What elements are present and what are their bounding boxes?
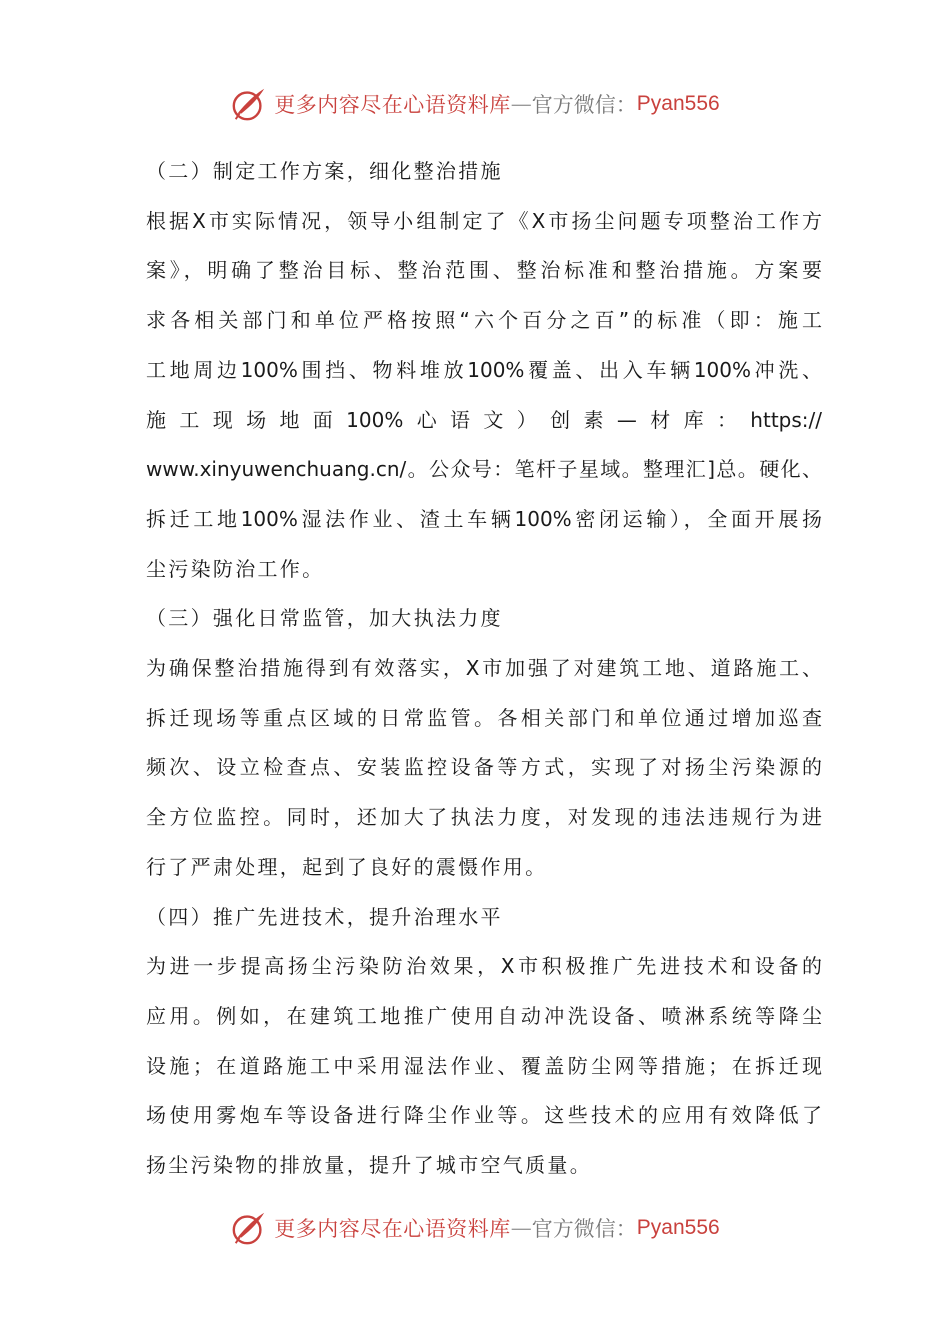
banner-wechat-label: 官方微信： [531,1217,637,1241]
paragraph-line: 应用。例如，在建筑工地推广使用自动冲洗设备、喷淋系统等降尘 [146,1003,822,1028]
paragraph-line: 施工现场地面100%心语文）创素—材库：https:// [146,407,822,432]
section-heading: （四）推广先进技术，提升治理水平 [146,904,503,929]
paragraph-line: 扬尘污染物的排放量，提升了城市空气质量。 [146,1153,592,1177]
banner-separator: — [510,1216,532,1240]
footer-watermark-banner [0,1208,950,1248]
header-watermark-banner [0,84,950,124]
banner-text: 更多内容尽在心语资料库 [274,93,511,117]
paragraph-line: 案》，明确了整治目标、整治范围、整治标准和整治措施。方案要 [146,258,822,283]
banner-wechat-id: Pyan556 [636,1216,720,1239]
paragraph-line: 为确保整治措施得到有效落实，X市加强了对建筑工地、道路施工、 [146,656,822,680]
paragraph-line: 拆迁工地100%湿法作业、渣土车辆100%密闭运输），全面开展扬 [146,506,822,531]
paragraph-line: 场使用雾炮车等设备进行降尘作业等。这些技术的应用有效降低了 [146,1103,822,1128]
banner-wechat-id: Pyan556 [636,92,720,115]
paragraph-line: 根据X市实际情况，领导小组制定了《X市扬尘问题专项整治工作方 [146,208,822,233]
paragraph-line: www.xinyuwenchuang.cn/。公众号：笔杆子星域。整理汇]总。硬化、 [146,457,822,482]
paragraph-line: 尘污染防治工作。 [146,556,325,581]
paragraph-line: 工地周边100%围挡、物料堆放100%覆盖、出入车辆100%冲洗、 [146,357,822,382]
banner-separator: — [510,92,532,116]
paragraph-line: 拆迁现场等重点区域的日常监管。各相关部门和单位通过增加巡查 [146,705,822,730]
quill-logo-icon [230,85,268,123]
paragraph-line: 求各相关部门和单位严格按照“六个百分之百”的标准（即：施工 [146,308,822,333]
paragraph-line: 设施；在道路施工中采用湿法作业、覆盖防尘网等措施；在拆迁现 [146,1053,822,1078]
paragraph-line: 为进一步提高扬尘污染防治效果，X市积极推广先进技术和设备的 [146,954,822,979]
banner-text: 更多内容尽在心语资料库 [274,1217,511,1241]
section-heading: （二）制定工作方案，细化整治措施 [146,159,503,183]
paragraph-line: 全方位监控。同时，还加大了执法力度，对发现的违法违规行为进 [146,805,822,830]
paragraph-line: 频次、设立检查点、安装监控设备等方式，实现了对扬尘污染源的 [146,755,822,780]
quill-logo-icon [230,1209,268,1247]
paragraph-line: 行了严肃处理，起到了良好的震慑作用。 [146,854,548,879]
section-heading: （三）强化日常监管，加大执法力度 [146,606,503,631]
banner-wechat-label: 官方微信： [531,93,637,117]
